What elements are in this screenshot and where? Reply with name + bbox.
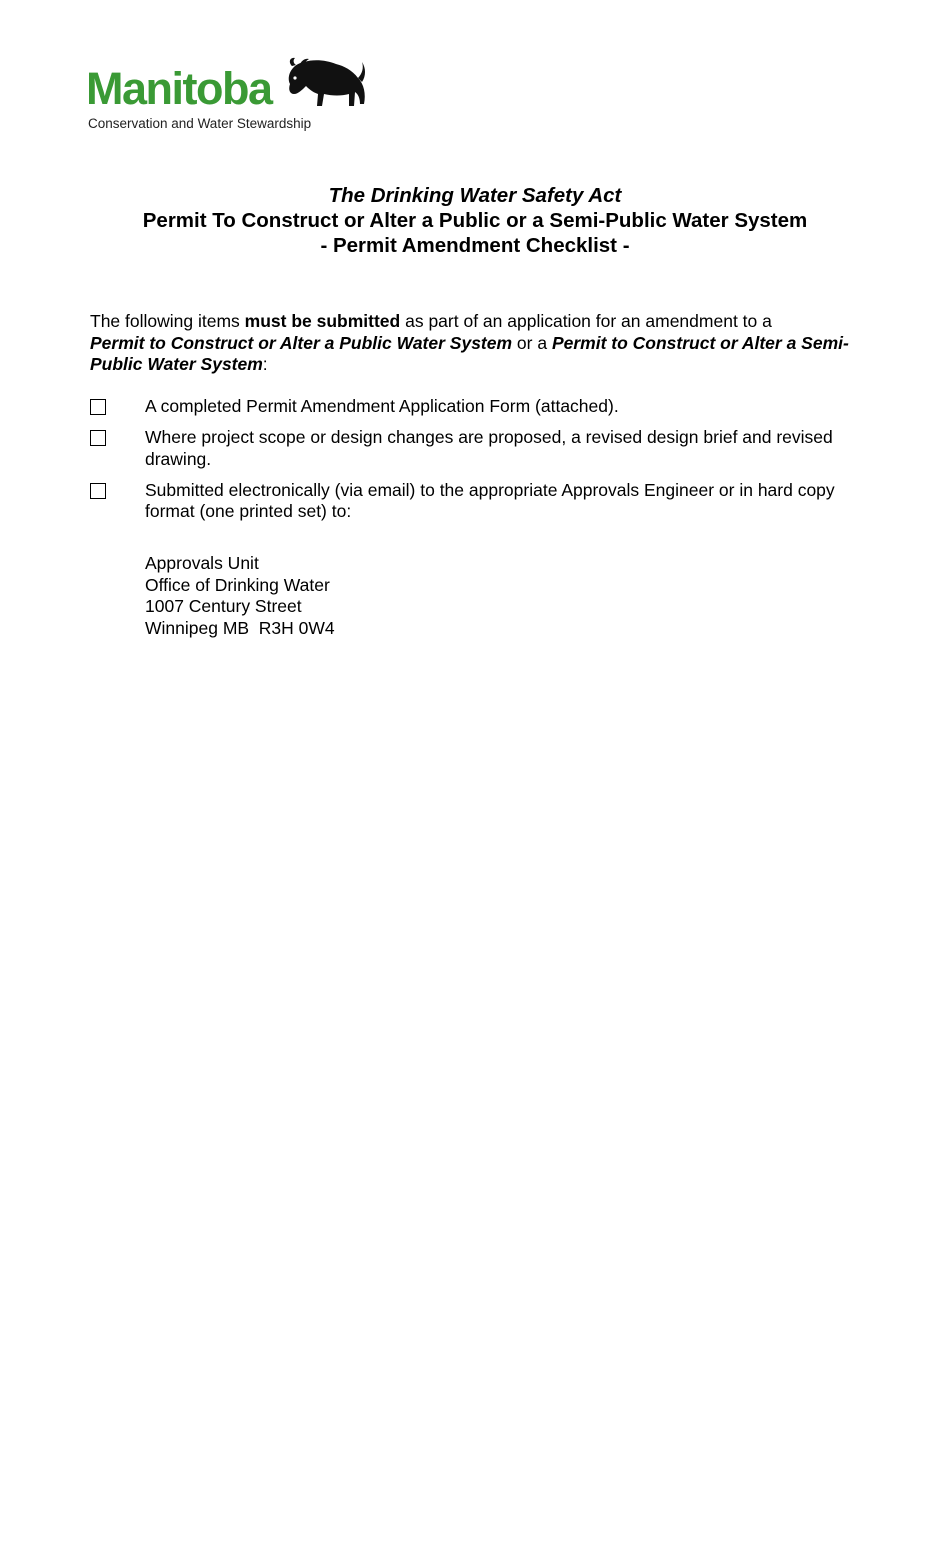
document-header [0, 183, 950, 258]
checklist-item-text: Submitted electronically (via email) to the appropriate Approvals Engineer or in hard copy format (one printed set) to: [145, 479, 835, 521]
permit-public-name: Permit to Construct or Alter a Public Water System [90, 332, 513, 353]
bison-icon [278, 54, 368, 114]
address-line-office: Office of Drinking Water [145, 574, 330, 595]
mailing-address [145, 553, 335, 639]
intro-emphasis: must be submitted [244, 311, 401, 331]
intro-text-3: or a [512, 332, 552, 353]
checklist-subtitle: - Permit Amendment Checklist - [320, 234, 630, 257]
checkbox[interactable] [90, 430, 106, 446]
checkbox[interactable] [90, 483, 106, 499]
permit-title: Permit To Construct or Alter a Public or a Semi-Public Water System [142, 209, 808, 232]
intro-paragraph [90, 311, 860, 376]
intro-text-1: The following items [90, 311, 245, 331]
logo-subtitle: Conservation and Water Stewardship [88, 116, 312, 131]
manitoba-logo [86, 52, 376, 134]
address-line-street: 1007 Century Street [145, 596, 302, 616]
checklist-item-text: A completed Permit Amendment Application Form (attached). [145, 396, 619, 416]
checklist-item-text: Where project scope or design changes are proposed, a revised design brief and revised drawing. [145, 427, 833, 469]
checklist-item-application-form [90, 396, 860, 418]
intro-text-4: : [262, 354, 268, 374]
address-line-unit: Approvals Unit [145, 553, 259, 573]
address-line-city: Winnipeg MB R3H 0W4 [145, 617, 335, 638]
logo-wordmark: Manitoba [86, 63, 272, 114]
intro-text-2: as part of an application for an amendment to a [400, 311, 772, 331]
act-title: The Drinking Water Safety Act [328, 184, 622, 207]
permit-semi-public-name: Permit to Construct or Alter a Semi-Public Water System [90, 332, 849, 374]
checklist-item-design-changes [90, 427, 860, 470]
checklist-item-submission [90, 480, 860, 523]
checkbox[interactable] [90, 399, 106, 415]
amendment-checklist [90, 396, 860, 532]
